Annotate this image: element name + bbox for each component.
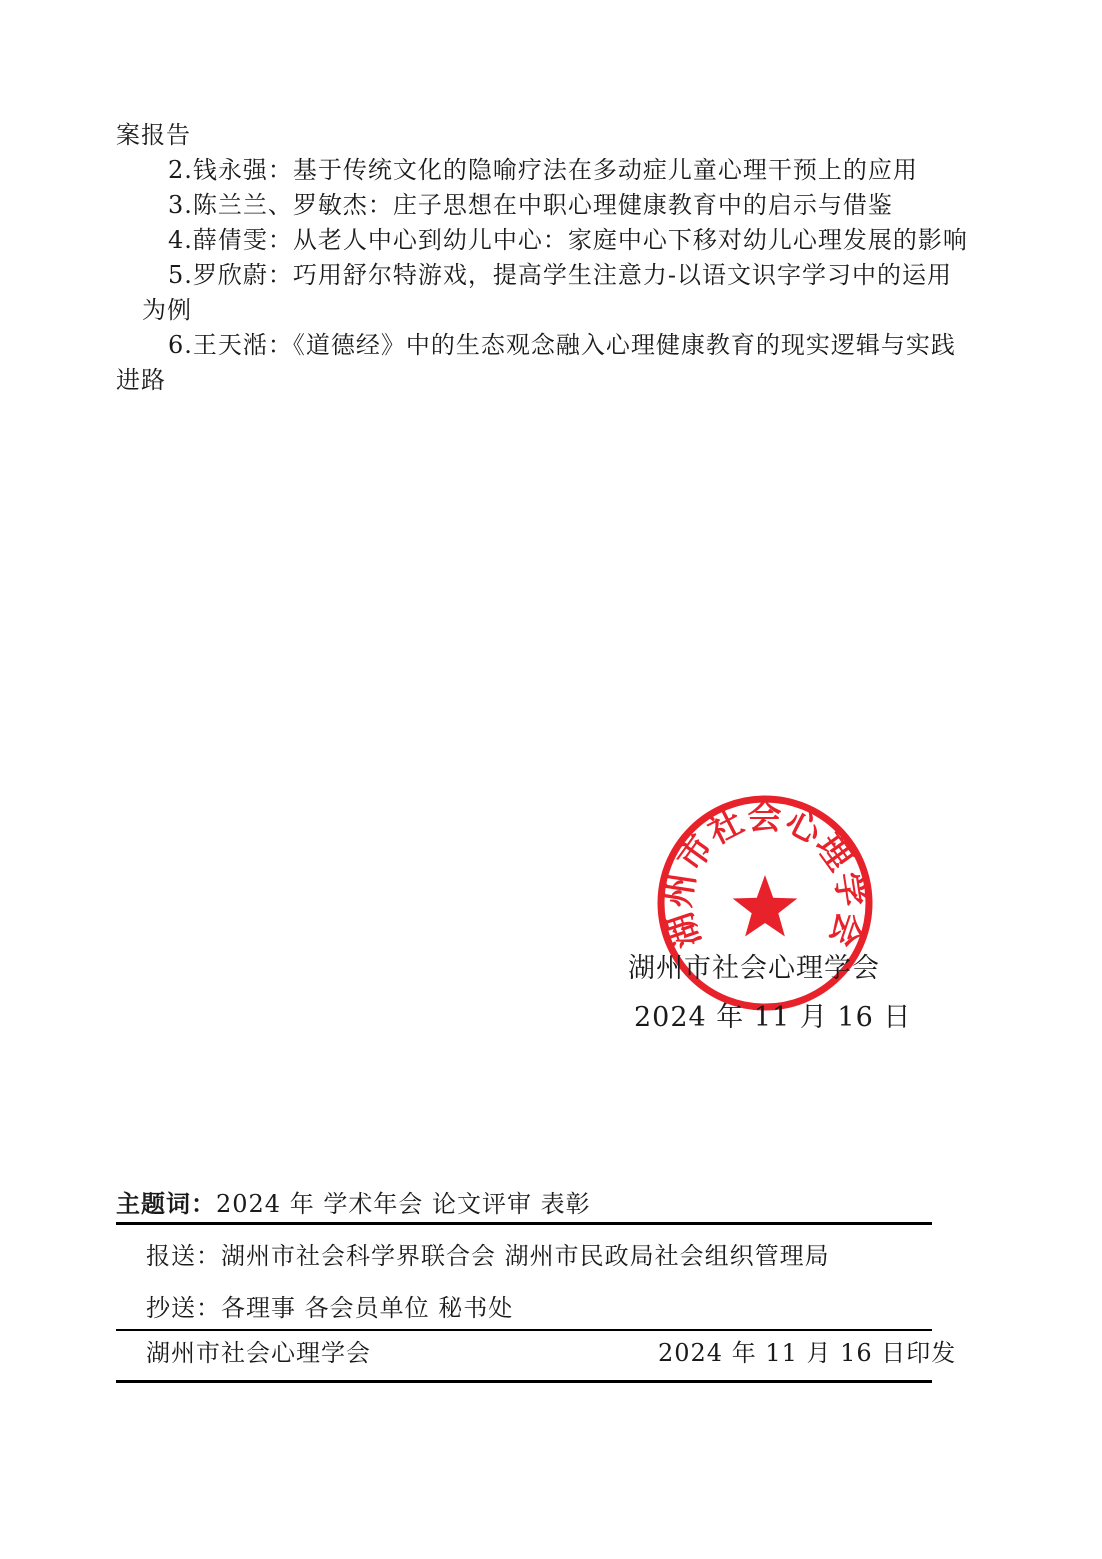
copy-to: 抄送：各理事 各会员单位 秘书处 bbox=[146, 1294, 514, 1322]
body-line-item-5: 5.罗欣蔚：巧用舒尔特游戏，提高学生注意力-以语文识字学习中的运用 bbox=[168, 261, 953, 289]
body-line-item-6: 6.王天湉：《道德经》中的生态观念融入心理健康教育的现实逻辑与实践 bbox=[168, 331, 956, 359]
issue-date: 2024 年 11 月 16 日印发 bbox=[658, 1339, 957, 1367]
body-line-item-3: 3.陈兰兰、罗敏杰：庄子思想在中职心理健康教育中的启示与借鉴 bbox=[168, 191, 893, 219]
signature-org: 湖州市社会心理学会 bbox=[628, 953, 880, 984]
divider-middle bbox=[116, 1329, 932, 1331]
keywords-value: 2024 年 学术年会 论文评审 表彰 bbox=[216, 1190, 591, 1218]
divider-bottom bbox=[116, 1380, 932, 1383]
body-line-item-4: 4.薛倩雯：从老人中心到幼儿中心：家庭中心下移对幼儿心理发展的影响 bbox=[168, 226, 968, 254]
body-line-continuation: 案报告 bbox=[116, 121, 191, 149]
body-line-item-5-cont: 为例 bbox=[142, 296, 192, 324]
body-line-item-2: 2.钱永强：基于传统文化的隐喻疗法在多动症儿童心理干预上的应用 bbox=[168, 156, 918, 184]
issuer: 湖州市社会心理学会 bbox=[146, 1339, 371, 1367]
report-to: 报送：湖州市社会科学界联合会 湖州市民政局社会组织管理局 bbox=[146, 1242, 830, 1270]
divider-top bbox=[116, 1222, 932, 1225]
keywords-row bbox=[116, 1188, 591, 1220]
keywords-label: 主题词： bbox=[116, 1190, 216, 1218]
signature-date: 2024 年 11 月 16 日 bbox=[634, 1002, 912, 1033]
seal-text: 湖州市社会心理学会 bbox=[658, 797, 872, 953]
body-line-item-6-cont: 进路 bbox=[116, 366, 166, 394]
